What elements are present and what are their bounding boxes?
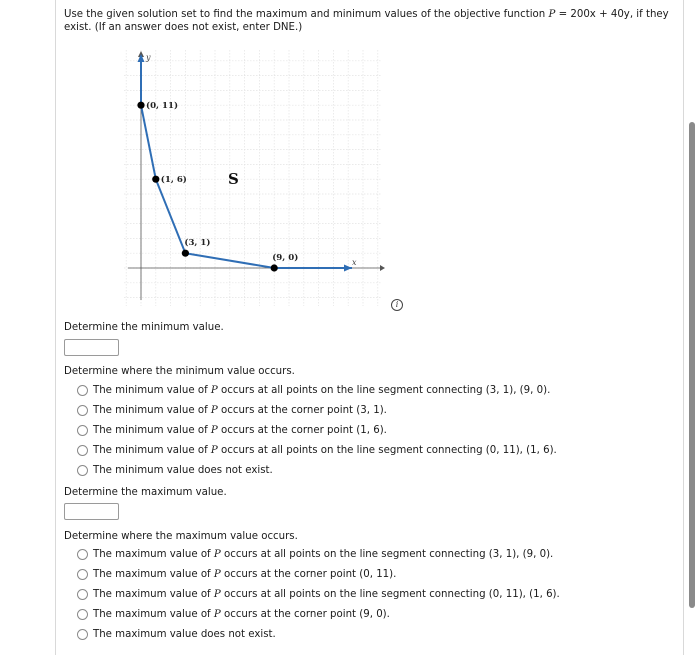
min-option-label-3: The minimum value of P occurs at the corner point (1, 6).	[93, 424, 387, 436]
max-option-label-5: The maximum value does not exist.	[93, 628, 276, 640]
max-option-4[interactable]	[77, 607, 390, 621]
corner-point-2	[152, 176, 159, 183]
max-option-label-2: The maximum value of P occurs at the corner point (0, 11).	[93, 568, 397, 580]
corner-point-label-2: (1, 6)	[160, 175, 187, 186]
min-option-label-4: The minimum value of P occurs at all points on the line segment connecting (0, 11), (1, 6).	[93, 444, 557, 456]
frame-left-border	[55, 0, 56, 655]
objective-function-rhs: = 200x + 40y, if they exist. (If an answer does not exist, enter DNE.)	[64, 9, 669, 33]
scrollbar-thumb[interactable]	[689, 122, 695, 608]
max-value-prompt: Determine the maximum value.	[64, 487, 227, 498]
max-value-input[interactable]	[64, 503, 119, 520]
min-radio-4[interactable]	[77, 445, 88, 456]
min-option-3[interactable]	[77, 423, 387, 437]
min-radio-1[interactable]	[77, 385, 88, 396]
corner-point-3	[182, 250, 189, 257]
min-location-prompt: Determine where the minimum value occurs.	[64, 366, 295, 377]
region-label: S	[228, 170, 239, 188]
max-option-label-3: The maximum value of P occurs at all points on the line segment connecting (0, 11), (1, 6).	[93, 588, 560, 600]
max-radio-5[interactable]	[77, 629, 88, 640]
max-option-2[interactable]	[77, 567, 396, 581]
min-option-5[interactable]	[77, 463, 273, 477]
max-radio-4[interactable]	[77, 609, 88, 620]
max-option-label-4: The maximum value of P occurs at the corner point (9, 0).	[93, 608, 390, 620]
max-option-label-1: The maximum value of P occurs at all points on the line segment connecting (3, 1), (9, 0).	[93, 548, 554, 560]
min-radio-2[interactable]	[77, 405, 88, 416]
max-radio-1[interactable]	[77, 549, 88, 560]
objective-function-name: P	[548, 9, 556, 20]
corner-point-label-1: (0, 11)	[146, 101, 179, 112]
boundary-ray-up-arrow	[138, 54, 145, 62]
solution-set-graph	[120, 48, 390, 308]
min-option-1[interactable]	[77, 383, 550, 397]
max-radio-2[interactable]	[77, 569, 88, 580]
min-radio-3[interactable]	[77, 425, 88, 436]
question-instructions	[64, 8, 680, 34]
question-intro: Use the given solution set to find the maximum and minimum values of the objective function	[64, 9, 546, 20]
y-axis-label: y	[146, 53, 151, 62]
x-axis-label: x	[352, 258, 357, 267]
corner-point-label-3: (3, 1)	[184, 238, 211, 249]
frame-right-border	[683, 0, 684, 655]
max-option-5[interactable]	[77, 627, 276, 641]
info-icon[interactable]: i	[391, 299, 403, 311]
x-axis-arrow	[380, 265, 385, 271]
min-value-input[interactable]	[64, 339, 119, 356]
corner-point-4	[271, 264, 278, 271]
min-option-4[interactable]	[77, 443, 557, 457]
corner-point-label-4: (9, 0)	[272, 253, 299, 263]
max-option-3[interactable]	[77, 587, 560, 601]
min-option-label-1: The minimum value of P occurs at all points on the line segment connecting (3, 1), (9, 0).	[93, 384, 551, 396]
max-radio-3[interactable]	[77, 589, 88, 600]
max-location-prompt: Determine where the maximum value occurs.	[64, 531, 298, 542]
min-radio-5[interactable]	[77, 465, 88, 476]
min-option-label-2: The minimum value of P occurs at the corner point (3, 1).	[93, 404, 387, 416]
min-option-label-5: The minimum value does not exist.	[93, 464, 273, 476]
max-option-1[interactable]	[77, 547, 553, 561]
min-option-2[interactable]	[77, 403, 387, 417]
min-value-prompt: Determine the minimum value.	[64, 322, 224, 333]
corner-point-1	[137, 102, 144, 109]
